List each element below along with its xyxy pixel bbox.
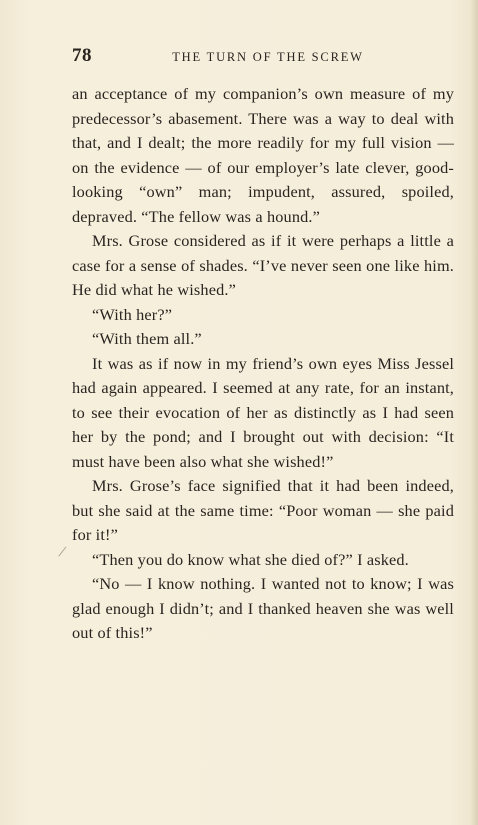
paragraph-7: “Then you do know what she died of?” I asked. [92,549,409,569]
page-edge-shadow [470,0,478,825]
page-number: 78 [72,45,92,66]
paragraph-5: It was as if now in my friend’s own eyes Miss Jessel had again appeared. I seemed at any rate, for an instant, to see their evocation of her as distinctly as I had seen her by the pond; and I brought out with decision: “It must have been also what she wished!” [72,353,454,471]
page-header [72,44,454,68]
margin-mark [58,547,72,562]
paragraph-4: “With them all.” [92,329,202,348]
paragraph-3: “With her?” [92,304,173,324]
paragraph-2: Mrs. Grose considered as if it were perhaps a little a case for a sense of shades. “I’ve never seen one like him. He did what he wished.” [72,231,454,299]
paragraph-8: “No — I know nothing. I wanted not to know; I was glad enough I didn’t; and I thanked heaven she was well out of this!” [72,574,454,642]
paragraph-6: Mrs. Grose’s face signified that it had been indeed, but she said at the same time: “Poor woman — she paid for it!” [72,476,454,544]
running-title: THE TURN OF THE SCREW [172,50,364,64]
paragraph-1: an acceptance of my companion’s own measure of my predecessor’s abasement. There was a way to deal with that, and I dealt; the more readily for my full vision — on the evidence — of our employer’s late clever, good-looking “own” man; impudent, assured, spoiled, depraved. “The fellow was a hound.” [72,84,454,226]
page-body [72,82,454,646]
